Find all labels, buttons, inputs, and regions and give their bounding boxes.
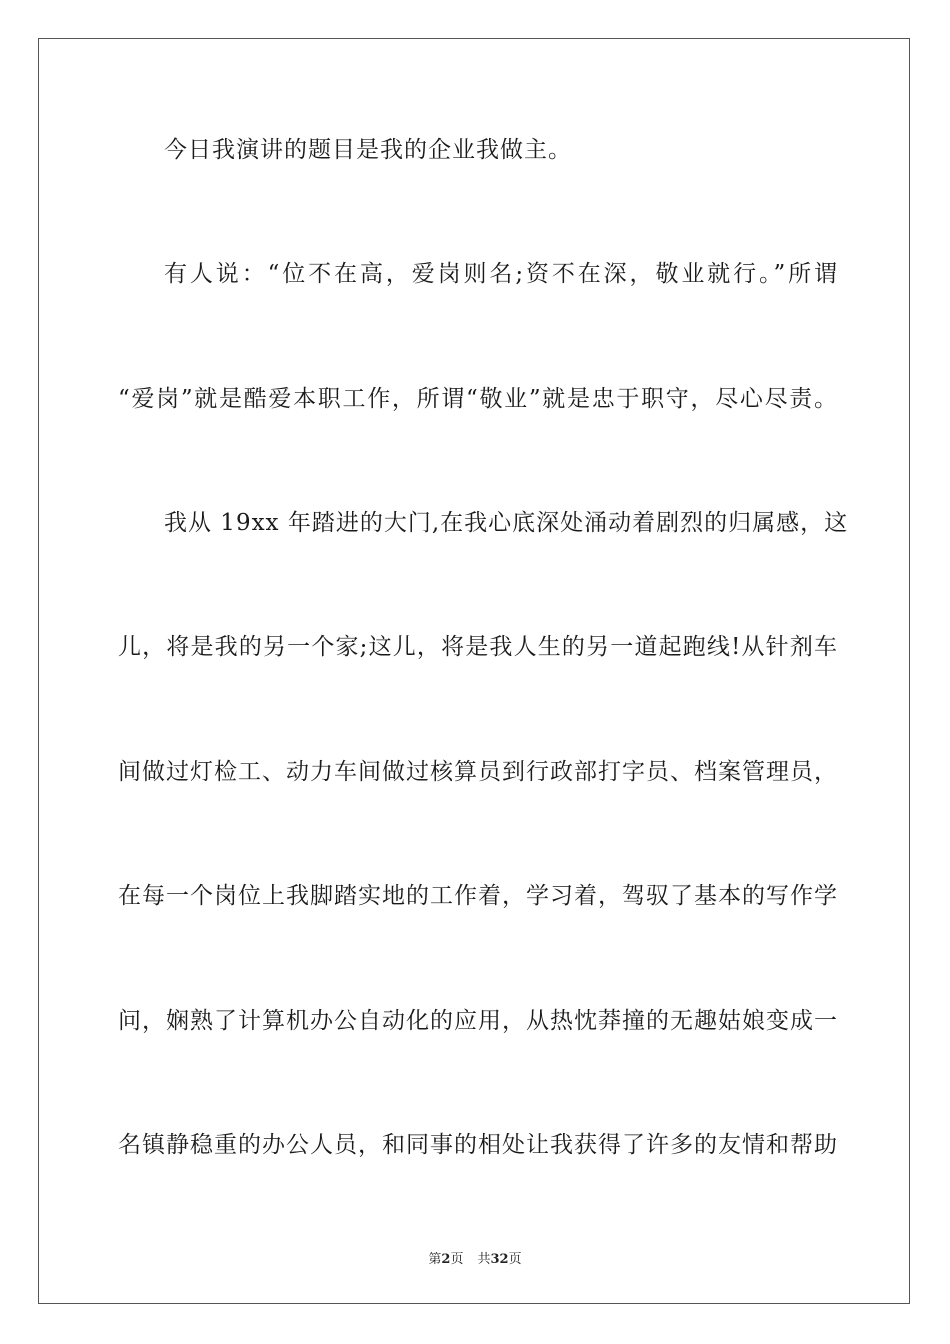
paragraph-line: “爱岗”就是酷爱本职工作，所谓“敬业”就是忠于职守，尽心尽责。 bbox=[118, 386, 838, 412]
total-page-count: 32 bbox=[490, 1252, 509, 1267]
paragraph-line: 名镇静稳重的办公人员，和同事的相处让我获得了许多的友情和帮助 bbox=[118, 1132, 838, 1158]
paragraph-line: 我从 19xx 年踏进的大门,在我心底深处涌动着剧烈的归属感，这 bbox=[164, 510, 849, 536]
paragraph-line: 问，娴熟了计算机办公自动化的应用，从热忱莽撞的无趣姑娘变成一 bbox=[118, 1008, 838, 1034]
page-prefix: 第 bbox=[428, 1252, 442, 1267]
current-page-number: 2 bbox=[441, 1252, 451, 1267]
paragraph-line: 在每一个岗位上我脚踏实地的工作着，学习着，驾驭了基本的写作学 bbox=[118, 883, 838, 909]
paragraph-line: 今日我演讲的题目是我的企业我做主。 bbox=[164, 137, 572, 163]
page-footer bbox=[0, 1248, 950, 1267]
paragraph-line: 有人说：“位不在高，爱岗则名;资不在深，敬业就行。”所谓 bbox=[164, 261, 838, 287]
page-suffix: 页 bbox=[450, 1252, 464, 1267]
paragraph-line: 儿，将是我的另一个家;这儿，将是我人生的另一道起跑线!从针剂车 bbox=[118, 634, 838, 660]
page-border bbox=[38, 38, 910, 1304]
total-suffix: 页 bbox=[508, 1252, 522, 1267]
total-prefix: 共 bbox=[477, 1252, 491, 1267]
paragraph-line: 间做过灯检工、动力车间做过核算员到行政部打字员、档案管理员， bbox=[118, 759, 838, 785]
